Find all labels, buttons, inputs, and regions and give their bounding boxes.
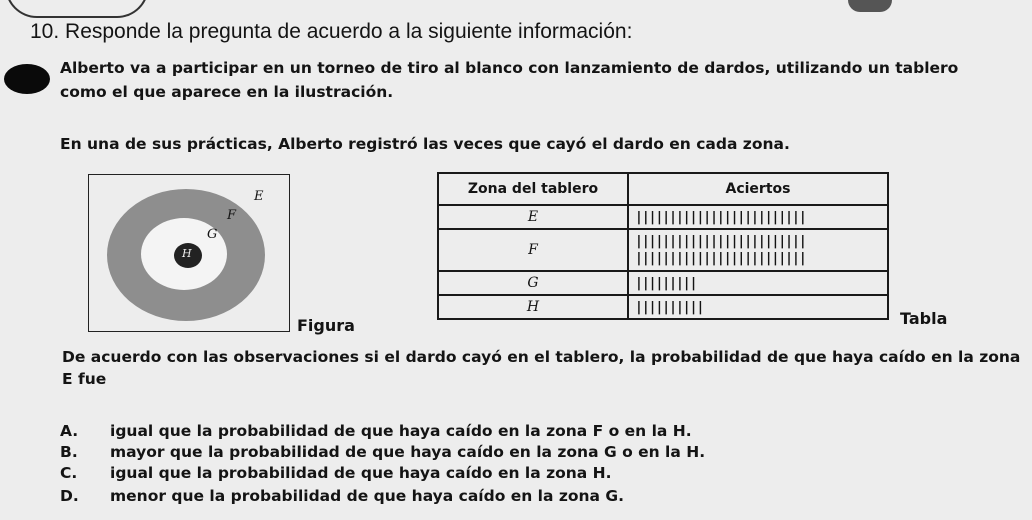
option-text: menor que la probabilidad de que haya caído en la zona G. (110, 487, 625, 505)
tally-marks: ||||||||||||||||||||||||| (635, 234, 806, 249)
question-title: 10. Responde la pregunta de acuerdo a la siguiente información: (30, 20, 633, 43)
practice-text: En una de sus prácticas, Alberto registró las veces que cayó el dardo en cada zona. (60, 135, 790, 153)
logo-fragment (848, 0, 892, 12)
option-c[interactable] (60, 464, 612, 482)
bullet-icon (4, 64, 50, 94)
tally-cell (628, 229, 888, 271)
dartboard-figure (88, 174, 290, 332)
option-a[interactable] (60, 422, 692, 440)
header-hits: Aciertos (628, 173, 888, 205)
option-letter: C. (60, 464, 78, 482)
tally-table (437, 172, 889, 320)
zone-h-label: H (182, 247, 192, 260)
tally-marks: |||||||||| (635, 299, 704, 315)
option-letter: B. (60, 443, 78, 461)
option-letter: A. (60, 422, 79, 440)
table-row (438, 271, 888, 295)
header-zone: Zona del tablero (438, 173, 628, 205)
question-stem: De acuerdo con las observaciones si el dardo cayó en el tablero, la probabilidad de que haya caído en la zona E fue (62, 348, 1021, 388)
option-d[interactable] (60, 487, 624, 505)
zone-g-label: G (207, 227, 218, 242)
option-text: igual que la probabilidad de que haya caído en la zona F o en la H. (110, 422, 692, 440)
tally-cell (628, 205, 888, 229)
option-text: igual que la probabilidad de que haya caído en la zona H. (110, 464, 612, 482)
zone-e-label: E (254, 189, 264, 204)
table-header-row (438, 173, 888, 205)
tally-marks: ||||||||| (635, 275, 697, 291)
zone-f-label: F (227, 208, 237, 223)
table-caption: Tabla (900, 309, 948, 328)
intro-text-line2: como el que aparece en la ilustración. (60, 83, 394, 101)
zone-cell: F (438, 229, 628, 271)
option-b[interactable] (60, 443, 705, 461)
tally-cell (628, 295, 888, 319)
intro-text-line1: Alberto va a participar en un torneo de tiro al blanco con lanzamiento de dardos, utilizando un tablero (60, 59, 959, 77)
zone-cell: E (438, 205, 628, 229)
zone-cell: G (438, 271, 628, 295)
tally-cell (628, 271, 888, 295)
option-text: mayor que la probabilidad de que haya caído en la zona G o en la H. (110, 443, 706, 461)
option-letter: D. (60, 487, 79, 505)
table-row (438, 229, 888, 271)
zone-cell: H (438, 295, 628, 319)
table-row (438, 205, 888, 229)
table-row (438, 295, 888, 319)
logo-seal-fragment (5, 0, 149, 18)
figure-caption: Figura (297, 316, 355, 335)
tally-marks: ||||||||||||||||||||||||| (635, 209, 806, 225)
tally-marks: ||||||||||||||||||||||||| (635, 251, 806, 266)
